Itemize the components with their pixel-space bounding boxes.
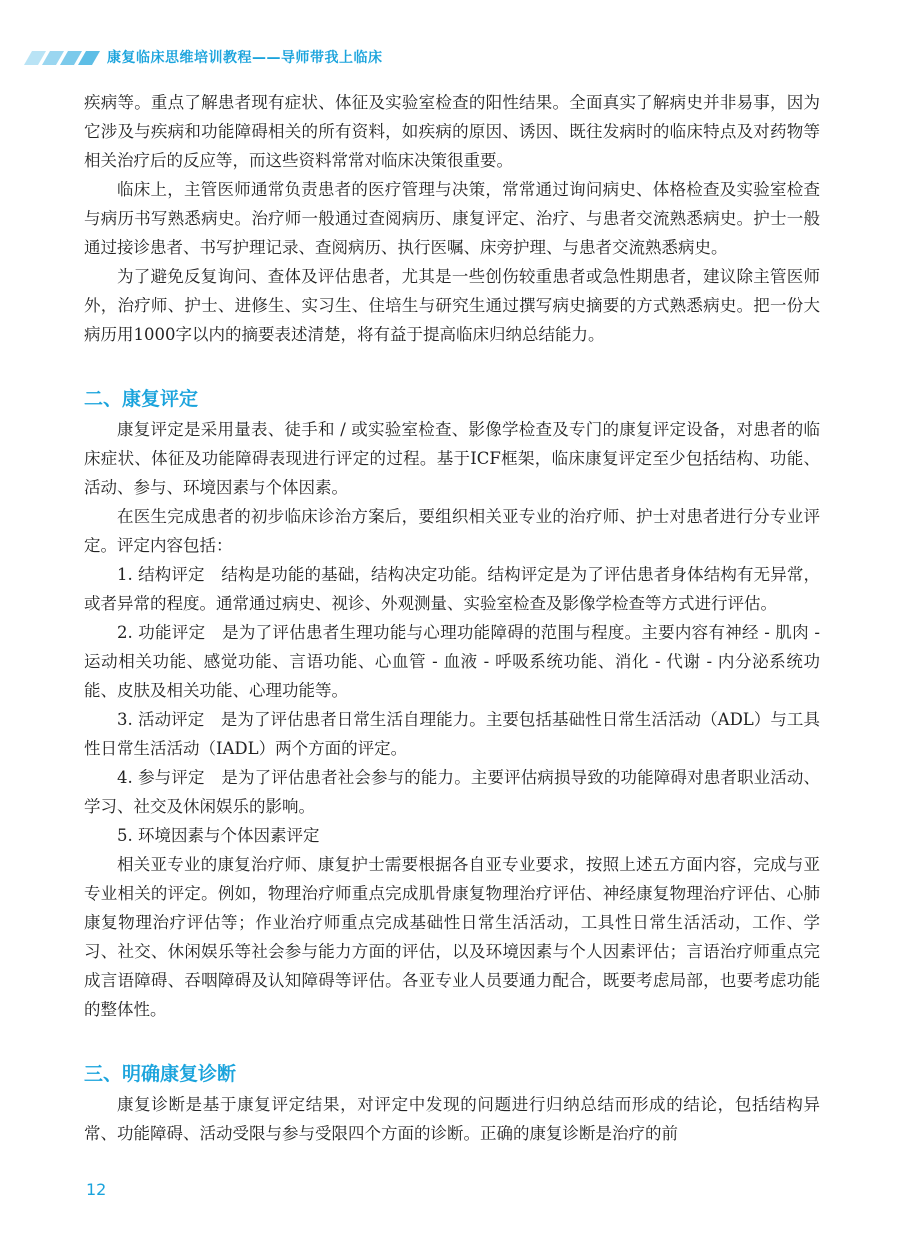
running-header: [0, 46, 900, 74]
header-stripes-decoration: [24, 51, 104, 65]
page-body: [84, 88, 820, 1148]
item-text-activity: 是为了评估患者日常生活自理能力。主要包括基础性日常生活活动（ADL）与工具性日常生活活动（IADL）两个方面的评定。: [84, 710, 820, 758]
section-heading-rehab-assessment: 二、康复评定: [84, 388, 199, 410]
running-title: 康复临床思维培训教程——导师带我上临床: [107, 50, 383, 66]
item-title-environment: 5. 环境因素与个体因素评定: [117, 826, 320, 845]
paragraph-assessment-contents: 在医生完成患者的初步临床诊治方案后，要组织相关亚专业的治疗师、护士对患者进行分专业评定。评定内容包括：: [84, 507, 820, 555]
item-text-function: 是为了评估患者生理功能与心理功能障碍的范围与程度。主要内容有神经 - 肌肉 - 运动相关功能、感觉功能、言语功能、心血管 - 血液 - 呼吸系统功能、消化 - 代谢 - 内分泌系统功能、皮肤及相关功能、心理功能等。: [84, 623, 820, 700]
item-title-function: 2. 功能评定: [117, 623, 206, 642]
list-item-activity-assessment: [84, 705, 820, 763]
item-text-structure: 结构是功能的基础，结构决定功能。结构评定是为了评估患者身体结构有无异常，或者异常的程度。通常通过病史、视诊、外观测量、实验室检查及影像学检查等方式进行评估。: [84, 565, 821, 613]
paragraph-diagnosis-definition: 康复诊断是基于康复评定结果，对评定中发现的问题进行归纳总结而形成的结论，包括结构异常、功能障碍、活动受限与参与受限四个方面的诊断。正确的康复诊断是治疗的前: [84, 1095, 820, 1143]
page-number: 12: [86, 1180, 107, 1199]
list-item-function-assessment: [84, 618, 820, 705]
paragraph-clinical-roles: 临床上，主管医师通常负责患者的医疗管理与决策，常常通过询问病史、体格检查及实验室检查与病历书写熟悉病史。治疗师一般通过查阅病历、康复评定、治疗、与患者交流熟悉病史。护士一般通过接诊患者、书写护理记录、查阅病历、执行医嘱、床旁护理、与患者交流熟悉病史。: [84, 180, 820, 257]
item-title-participation: 4. 参与评定: [117, 768, 205, 787]
paragraph-subspecialty-assessment: 相关亚专业的康复治疗师、康复护士需要根据各自亚专业要求，按照上述五方面内容，完成与亚专业相关的评定。例如，物理治疗师重点完成肌骨康复物理治疗评估、神经康复物理治疗评估、心肺康复物理治疗评估等；作业治疗师重点完成基础性日常生活活动，工具性日常生活活动，工作、学习、社交、休闲娱乐等社会参与能力方面的评估，以及环境因素与个人因素评估；言语治疗师重点完成言语障碍、吞咽障碍及认知障碍等评估。各亚专业人员要通力配合，既要考虑局部，也要考虑功能的整体性。: [84, 855, 820, 1019]
item-text-participation: 是为了评估患者社会参与的能力。主要评估病损导致的功能障碍对患者职业活动、学习、社交及休闲娱乐的影响。: [84, 768, 821, 816]
item-title-structure: 1. 结构评定: [117, 565, 205, 584]
paragraph-assessment-definition: 康复评定是采用量表、徒手和 / 或实验室检查、影像学检查及专门的康复评定设备，对患者的临床症状、体征及功能障碍表现进行评定的过程。基于ICF框架，临床康复评定至少包括结构、功能、活动、参与、环境因素与个体因素。: [84, 420, 820, 497]
item-title-activity: 3. 活动评定: [117, 710, 205, 729]
paragraph-history-summary: 为了避免反复询问、查体及评估患者，尤其是一些创伤较重患者或急性期患者，建议除主管医师外，治疗师、护士、进修生、实习生、住培生与研究生通过撰写病史摘要的方式熟悉病史。把一份大病历用1000字以内的摘要表述清楚，将有益于提高临床归纳总结能力。: [84, 267, 820, 344]
paragraph-history-continued: 疾病等。重点了解患者现有症状、体征及实验室检查的阳性结果。全面真实了解病史并非易事，因为它涉及与疾病和功能障碍相关的所有资料，如疾病的原因、诱因、既往发病时的临床特点及对药物等相关治疗后的反应等，而这些资料常常对临床决策很重要。: [84, 93, 820, 170]
section-heading-rehab-diagnosis: 三、明确康复诊断: [84, 1063, 237, 1085]
list-item-participation-assessment: [84, 763, 820, 821]
list-item-structure-assessment: [84, 560, 820, 618]
list-item-environment-assessment: [84, 821, 820, 850]
